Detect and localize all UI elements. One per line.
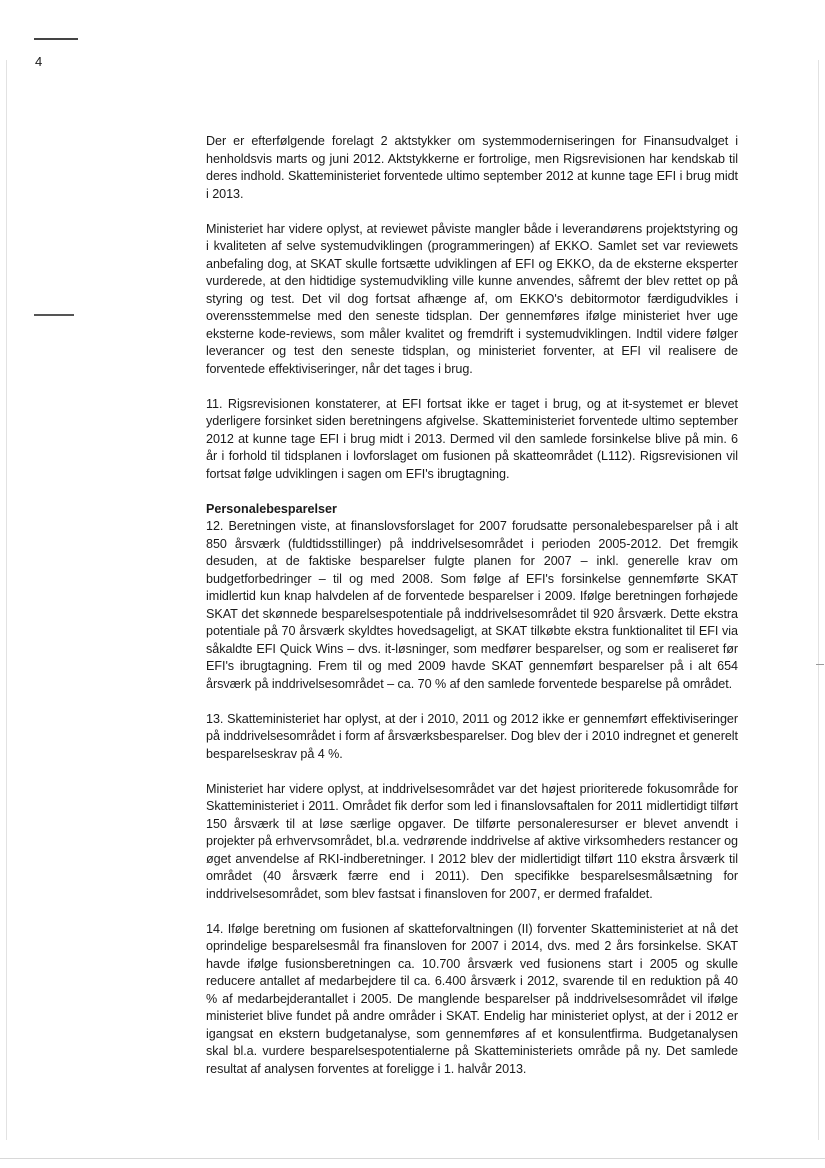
paragraph-13: 13. Skatteministeriet har oplyst, at der i 2010, 2011 og 2012 ikke er gennemført effektiviseringer på inddrivelsesområdet i form af årsværksbesparelser. Dog blev der i 2010 indregnet et generelt besparelseskrav på 4 %. [206, 711, 738, 761]
margin-mark [34, 314, 74, 316]
paragraph-12: 12. Beretningen viste, at finanslovsforslaget for 2007 forudsatte personalebesparelser på i alt 850 årsværk (fuldtidsstillinger) på inddrivelsesområdet i perioden 2005-2012. Det fremgik desuden, at de faktiske besparelser fulgte planen for 2007 – inkl. generelle krav om budgetforbedringer – til og med 2008. Som følge af EFI's forsinkelse gennemførte SKAT imidlertid kun knap halvdelen af de forventede besparelser i 2009. Ifølge beretningen forhøjede SKAT det skønnede besparelsespotentiale på inddrivelsesområdet til 920 årsværk. Dette ekstra potentiale på 70 årsværk skyldtes hovedsageligt, at SKAT tilkøbte ekstra funktionalitet til EFI via såkaldte EFI Quick Wins – dvs. it-løsninger, som medfører besparelser, og som er realiseret før EFI's ibrugtagning. Frem til og med 2009 havde SKAT gennemført besparelser på i alt 654 årsværk på inddrivelsesområdet – ca. 70 % af den samlede forventede besparelse på området. [206, 519, 738, 691]
paragraph-aktstykker: Der er efterfølgende forelagt 2 aktstykker om systemmoderniseringen for Finansudvalget i henholdsvis marts og juni 2012. Aktstykkerne er fortrolige, men Rigsrevisionen har kendskab til deres indhold. Skatteministeriet forventede ultimo september 2012 at kunne tage EFI i brug midt i 2013. [206, 134, 738, 201]
scan-right-edge [818, 60, 819, 1140]
paragraph-14: 14. Ifølge beretning om fusionen af skatteforvaltningen (II) forventer Skatteministeriet at nå det oprindelige besparelsesmål fra finansloven for 2007 i 2014, dvs. med 2 års forsinkelse. SKAT havde ifølge fusionsberetningen ca. 10.700 årsværk ved fusionens start i 2005 og skulle reducere antallet af medarbejdere til ca. 6.400 årsværk i 2012, svarende til en reduktion på 40 % af medarbejderantallet i 2005. De manglende besparelser på inddrivelsesområdet vil ifølge ministeriet blive fundet på andre områder i SKAT. Endelig har ministeriet oplyst, at der i 2012 er igangsat en ekstern budgetanalyse, som gennemføres af et konsulentfirma. Budgetanalysen skal bl.a. vurdere besparelsespotentialerne på Skatteministeriets område på ny. Det samlede resultat af analysen forventes at foreligge i 1. halvår 2013. [206, 921, 738, 1076]
paragraph-review: Ministeriet har videre oplyst, at reviewet påviste mangler både i leverandørens projektstyring og i kvaliteten af selve systemudviklingen (programmeringen) af EKKO. Samlet set var reviewets anbefaling dog, at SKAT skulle fortsætte udviklingen af EFI og EKKO, da de eksterne eksperter vurderede, at den hidtidige systemudvikling ville kunne anvendes, såfremt der blev rettet op på styring og test. Det vil dog fortsat afhænge af, om EKKO's debitormotor færdigudvikles i overensstemmelse med den seneste tidsplan. Der gennemføres ifølge ministeriet hver uge eksterne kode-reviews, som måler kvalitet og fremdrift i systemudviklingen. Indtil videre følger leverancer og test den seneste tidsplan, og ministeriet forventer, at EFI vil realisere de forventede effektiviseringer, når det tages i brug. [206, 221, 738, 376]
paragraph-11: 11. Rigsrevisionen konstaterer, at EFI fortsat ikke er taget i brug, og at it-systemet er blevet yderligere forsinket siden beretningens afgivelse. Skatteministeriet forventede ultimo september 2012 at kunne tage EFI i brug midt i 2013. Dermed vil den samlede forsinkelse blive på min. 6 år i forhold til tidsplanen i lovforslaget om fusionen på skatteområdet (L112). Rigsrevisionen vil fortsat følge udviklingen i sagen om EFI's ibrugtagning. [206, 396, 738, 481]
scan-header-mark [34, 38, 78, 40]
paragraph-ministeriet: Ministeriet har videre oplyst, at inddrivelsesområdet var det højest prioriterede fokusområde for Skatteministeriet i 2011. Området fik derfor som led i finanslovsaftalen for 2011 midlertidigt tilført 150 årsværk til at løse særlige opgaver. De tilførte personaleresurser er blevet anvendt i projekter på erhvervsområdet, bl.a. vedrørende inddrivelse af aktive virksomheders restancer og øget anvendelse af RKI-indberetninger. I 2012 blev der midlertidigt tilført 110 ekstra årsværk til området (40 årsværk færre end i 2011). Den specifikke besparelsesmålsætning for inddrivelsesområdet, som blev fastsat i finansloven for 2007, er dermed frafaldet. [206, 781, 738, 901]
section-heading: Personalebesparelser [206, 501, 337, 516]
document-body [206, 133, 738, 1096]
scan-left-edge [6, 60, 7, 1140]
scan-right-tick [816, 664, 824, 665]
page-number: 4 [35, 54, 43, 69]
scan-bottom-edge [0, 1158, 825, 1159]
